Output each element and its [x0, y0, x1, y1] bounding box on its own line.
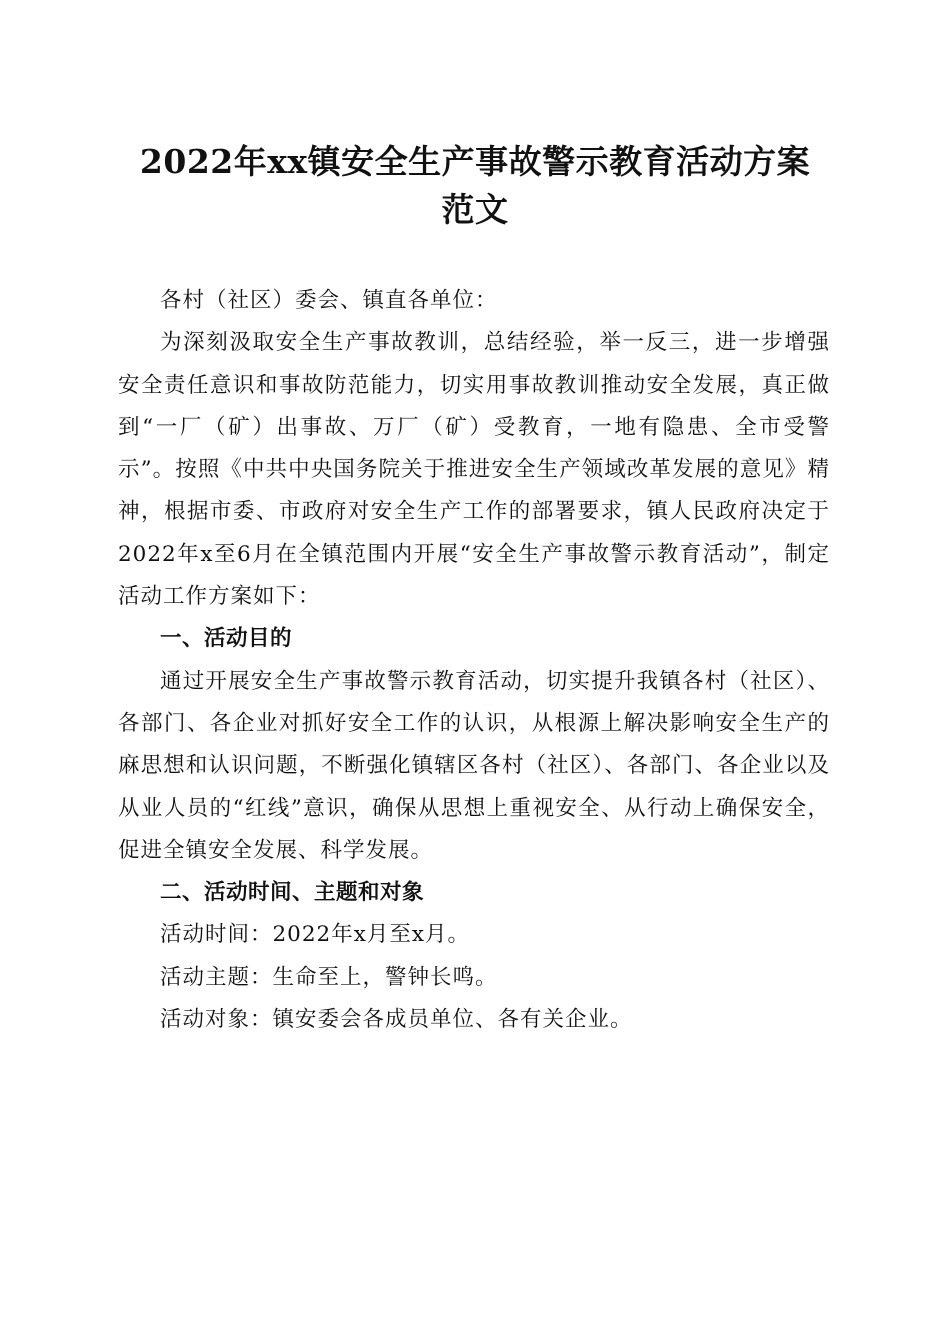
section-heading-purpose: 一、活动目的 — [160, 626, 293, 652]
intro-paragraph: 为深刻汲取安全生产事故教训，总结经验，举一反三，进一步增强安全责任意识和事故防范能力，切实用事故教训推动安全发展，真正做到“一厂（矿）出事故、万厂（矿）受教育，一地有隐患、全市受警示”。按照《中共中央国务院关于推进安全生产领域改革发展的意见》精神，根据市委、市政府对安全生产工作的部署要求，镇人民政府决定于2022年x至6月在全镇范围内开展“安全生产事故警示教育活动”，制定活动工作方案如下： — [118, 330, 830, 610]
activity-time: 活动时间：2022年x月至x月。 — [160, 922, 470, 948]
activity-target: 活动对象：镇安委会各成员单位、各有关企业。 — [160, 1007, 633, 1033]
activity-theme: 活动主题：生命至上，警钟长鸣。 — [160, 964, 498, 990]
salutation: 各村（社区）委会、镇直各单位： — [160, 288, 498, 313]
purpose-paragraph: 通过开展安全生产事故警示教育活动，切实提升我镇各村（社区）、各部门、各企业对抓好安全工作的认识，从根源上解决影响安全生产的麻思想和认识问题，不断强化镇辖区各村（社区）、各部门、各企业以及从业人员的“红线”意识，确保从思想上重视安全、从行动上确保安全，促进全镇安全发展、科学发展。 — [118, 668, 830, 863]
document-title: 2022年xx镇安全生产事故警示教育活动方案 — [139, 142, 811, 181]
document-body — [118, 280, 830, 1041]
document-title-continued: 范文 — [441, 190, 509, 229]
section-heading-time-theme-target: 二、活动时间、主题和对象 — [160, 880, 425, 906]
